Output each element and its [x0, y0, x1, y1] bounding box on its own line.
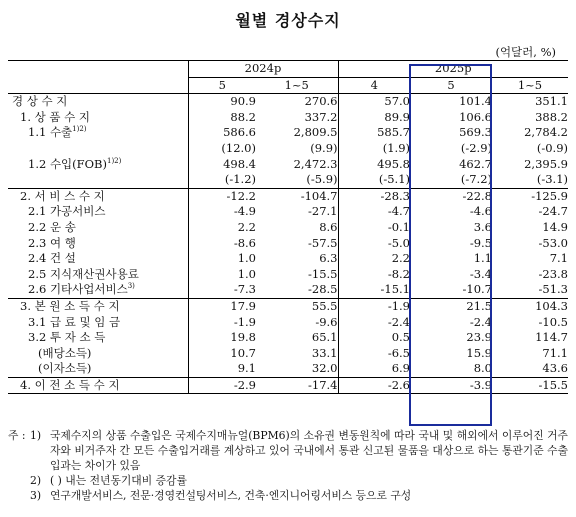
cell-value: 17.9	[188, 298, 256, 314]
cell-value: 88.2	[188, 110, 256, 126]
header-col: 5	[188, 77, 256, 94]
footnotes	[8, 428, 568, 503]
cell-value: 0.5	[338, 330, 410, 346]
row-label-text: (이자소득)	[38, 361, 92, 376]
table-row	[8, 172, 568, 188]
cell-value: -22.8	[410, 188, 492, 204]
note-number: 3)	[30, 489, 42, 502]
row-label	[8, 361, 188, 377]
cell-value: -53.0	[538, 235, 568, 250]
cell-value: -104.7	[256, 188, 338, 204]
cell-value: 2,784.2	[524, 125, 568, 140]
cell-value: -3.9	[410, 377, 492, 394]
cell-value: -15.1	[338, 282, 410, 298]
header-col: 5	[410, 77, 492, 94]
cell-value: 89.9	[338, 110, 410, 126]
cell-value: 1.1	[473, 251, 492, 266]
cell-value: -8.2	[338, 267, 410, 283]
cell-value: 101.4	[459, 94, 492, 109]
row-label-text: 1. 상 품 수 지	[20, 109, 91, 124]
page-title: 월별 경상수지	[235, 11, 341, 30]
cell-value: 3.6	[473, 219, 492, 234]
row-label	[8, 172, 188, 188]
cell-value: -27.1	[308, 204, 338, 219]
row-label-text: 1.2 수입(FOB)	[28, 156, 107, 171]
note-number: 2)	[30, 474, 42, 487]
cell-value: 351.1	[535, 94, 568, 109]
table-row	[8, 236, 568, 252]
row-label-text: 3.1 급 료 및 임 금	[28, 314, 121, 329]
table-row	[8, 377, 568, 394]
cell-value: 106.6	[459, 109, 492, 124]
table-row	[8, 267, 568, 283]
cell-value: -6.5	[338, 346, 410, 362]
row-label-text: 2.6 기타사업서비스	[28, 282, 128, 297]
note-text: 연구개발서비스, 전문·경영컨설팅서비스, 건축·엔지니어링서비스 등으로 구성	[50, 489, 412, 502]
table-row	[8, 157, 568, 173]
row-label	[8, 236, 188, 252]
table-row	[8, 330, 568, 346]
cell-value: 270.6	[304, 94, 338, 109]
note-lead: 주 :	[8, 429, 26, 442]
note-number: 1)	[30, 429, 42, 442]
table-row	[8, 94, 568, 110]
cell-value: 498.4	[188, 157, 256, 173]
table-row	[8, 204, 568, 220]
table-row	[8, 251, 568, 267]
cell-value: -15.5	[492, 377, 568, 394]
cell-value: 569.3	[459, 125, 492, 140]
cell-value: -2.4	[469, 314, 492, 329]
cell-value: (-2.9)	[460, 140, 492, 155]
header-col: 4	[338, 77, 410, 94]
cell-value: 1.0	[188, 251, 256, 267]
row-label-text: 1.1 수출	[28, 125, 73, 140]
cell-value: -28.3	[338, 188, 410, 204]
cell-value: -3.4	[469, 266, 492, 281]
cell-value: 10.7	[188, 346, 256, 362]
row-label-text: 4. 이 전 소 득 수 지	[20, 377, 120, 392]
cell-value: 14.9	[542, 219, 568, 234]
footnote-marker: 3)	[127, 282, 135, 291]
cell-value: 585.7	[338, 125, 410, 141]
cell-value: -9.5	[469, 235, 492, 250]
cell-value: (-3.1)	[536, 172, 568, 187]
row-label	[8, 267, 188, 283]
header-col: 1~5	[256, 77, 338, 94]
cell-value: -57.5	[308, 235, 338, 250]
cell-value: 32.0	[311, 361, 338, 376]
cell-value: 388.2	[535, 109, 568, 124]
cell-value: -1.9	[338, 298, 410, 314]
table-row	[8, 141, 568, 157]
cell-value: (-5.9)	[306, 172, 338, 187]
cell-value: 8.6	[319, 219, 338, 234]
cell-value: 2,395.9	[524, 156, 568, 171]
cell-value: -28.5	[308, 282, 338, 297]
cell-value: 2,472.3	[293, 156, 338, 171]
row-label	[8, 298, 188, 314]
cell-value: (-5.1)	[338, 172, 410, 188]
table-row	[8, 125, 568, 141]
row-label	[8, 110, 188, 126]
cell-value: -2.6	[338, 377, 410, 394]
cell-value: -4.7	[338, 204, 410, 220]
cell-value: (-7.2)	[460, 172, 492, 187]
row-label-text: 2.5 지식재산권사용료	[28, 266, 139, 281]
cell-value: 2.2	[188, 220, 256, 236]
cell-value: -5.0	[338, 236, 410, 252]
cell-value: 462.7	[459, 156, 492, 171]
row-label	[8, 157, 188, 173]
cell-value: 55.5	[256, 298, 338, 314]
cell-value: 114.7	[535, 330, 568, 345]
cell-value: 9.1	[188, 361, 256, 377]
row-label	[8, 251, 188, 267]
cell-value: (-1.2)	[188, 172, 256, 188]
cell-value: 2.2	[338, 251, 410, 267]
cell-value: -9.6	[315, 314, 338, 329]
cell-value: 57.0	[338, 94, 410, 110]
table-row	[8, 298, 568, 314]
cell-value: -4.6	[469, 204, 492, 219]
cell-value: 43.6	[542, 361, 568, 376]
cell-value: 90.9	[188, 94, 256, 110]
table-row	[8, 315, 568, 331]
cell-value: -15.5	[308, 266, 338, 281]
row-label	[8, 220, 188, 236]
table-row	[8, 110, 568, 126]
footnote-marker: 1)2)	[72, 125, 87, 134]
cell-value: 21.5	[410, 298, 492, 314]
row-label	[8, 346, 188, 362]
cell-value: -17.4	[256, 377, 338, 394]
note-text: 국제수지의 상품 수출입은 국제수지매뉴얼(BPM6)의 소유권 변동원칙에 따라 국내 및 해외에서 이루어진 거주자와 비거주자 간 모든 수출입거래를 계상하고 있어 국내에서 통관 신고된 물품을 대상으로 하는 통관기준 수출입과는 차이가 있음	[50, 429, 568, 472]
header-year-2025: 2025p	[338, 61, 568, 78]
table-row	[8, 346, 568, 362]
row-label	[8, 377, 188, 394]
cell-value: 104.3	[492, 298, 568, 314]
cell-value: -12.2	[188, 188, 256, 204]
row-label	[8, 282, 188, 298]
cell-value: 1.0	[188, 267, 256, 283]
cell-value: -8.6	[188, 236, 256, 252]
header-blank	[8, 61, 188, 78]
header-year-2024: 2024p	[188, 61, 338, 78]
cell-value: (9.9)	[310, 140, 338, 155]
row-label	[8, 94, 188, 110]
cell-value: 2,809.5	[293, 125, 338, 140]
cell-value: (-0.9)	[536, 140, 568, 155]
table-row	[8, 282, 568, 298]
cell-value: (12.0)	[188, 141, 256, 157]
cell-value: 586.6	[188, 125, 256, 141]
cell-value: 7.1	[549, 251, 568, 266]
unit-label: (억달러, %)	[495, 45, 556, 59]
row-label	[8, 125, 188, 141]
cell-value: 495.8	[338, 157, 410, 173]
row-label-text: (배당소득)	[38, 345, 92, 360]
row-label-text: 2.1 가공서비스	[28, 204, 106, 219]
cell-value: 337.2	[304, 109, 338, 124]
cell-value: (1.9)	[338, 141, 410, 157]
row-label-text: 2.2 운 송	[28, 219, 76, 234]
row-label-text: 경 상 수 지	[12, 94, 68, 109]
row-label	[8, 315, 188, 331]
cell-value: -10.7	[462, 282, 492, 297]
table-row	[8, 361, 568, 377]
cell-value: 65.1	[311, 330, 338, 345]
row-label-text: 2. 서 비 스 수 지	[20, 188, 105, 203]
cell-value: 71.1	[542, 345, 568, 360]
cell-value: 23.9	[466, 330, 492, 345]
row-label-text: 2.4 건 설	[28, 251, 76, 266]
row-label	[8, 204, 188, 220]
cell-value: 8.0	[473, 361, 492, 376]
cell-value: -24.7	[538, 204, 568, 219]
cell-value: -2.4	[338, 315, 410, 331]
row-label-text: 3.2 투 자 소 득	[28, 330, 106, 345]
cell-value: -2.9	[188, 377, 256, 394]
note-text: ( ) 내는 전년동기대비 증감률	[50, 474, 187, 487]
cell-value: -10.5	[538, 314, 568, 329]
footnote-marker: 1)2)	[107, 156, 122, 165]
cell-value: 6.9	[338, 361, 410, 377]
cell-value: -0.1	[338, 220, 410, 236]
row-label	[8, 330, 188, 346]
cell-value: -1.9	[188, 315, 256, 331]
row-label-text: 3. 본 원 소 득 수 지	[20, 298, 120, 313]
cell-value: 6.3	[319, 251, 338, 266]
cell-value: 33.1	[311, 345, 338, 360]
cell-value: 15.9	[466, 345, 492, 360]
cell-value: 19.8	[188, 330, 256, 346]
cell-value: -23.8	[538, 266, 568, 281]
cell-value: -4.9	[188, 204, 256, 220]
current-account-table	[8, 60, 568, 394]
row-label	[8, 188, 188, 204]
cell-value: -51.3	[538, 282, 568, 297]
table-row	[8, 220, 568, 236]
cell-value: -125.9	[492, 188, 568, 204]
header-col: 1~5	[492, 77, 568, 94]
row-label-text: 2.3 여 행	[28, 235, 76, 250]
table-row	[8, 188, 568, 204]
row-label	[8, 141, 188, 157]
cell-value: -7.3	[188, 282, 256, 298]
